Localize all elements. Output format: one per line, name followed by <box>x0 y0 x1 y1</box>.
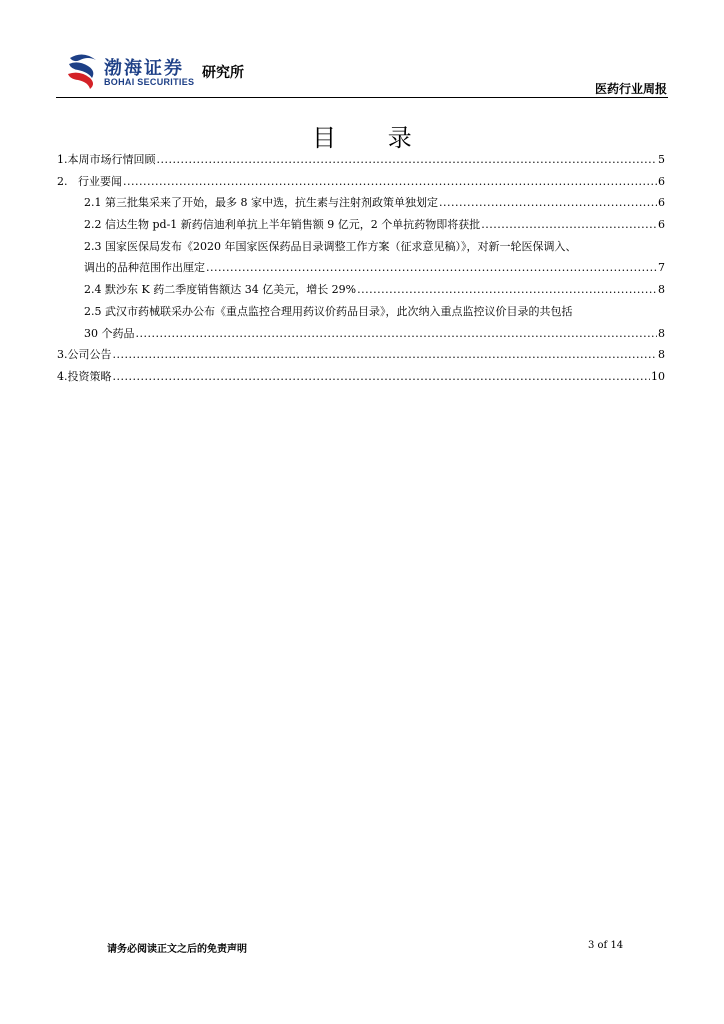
toc-page-number: 8 <box>658 326 665 340</box>
footer-page-indicator: 3 of 14 <box>588 940 624 951</box>
toc-entry[interactable] <box>57 367 665 389</box>
toc-page-number: 8 <box>658 283 665 297</box>
footer-disclaimer: 请务必阅读正文之后的免责声明 <box>107 944 247 955</box>
toc-entry-title: 2.4 默沙东 K 药二季度销售额达 34 亿美元，增长 29% <box>84 283 357 297</box>
toc-title: 目 录 <box>312 124 434 152</box>
toc-entry[interactable] <box>57 280 665 302</box>
bohai-securities-logo-icon <box>66 52 100 90</box>
toc-entry[interactable] <box>57 302 665 345</box>
toc-leader-dots <box>481 215 657 235</box>
toc-page-number: 6 <box>658 218 665 232</box>
toc-leader-dots <box>206 258 657 278</box>
logo-english-name: BOHAI SECURITIES <box>104 77 195 87</box>
toc-entry-title: 3.公司公告 <box>57 348 112 362</box>
header-divider <box>56 97 668 98</box>
toc-entry[interactable] <box>57 345 665 367</box>
toc-entry[interactable] <box>57 215 665 237</box>
toc-leader-dots <box>157 150 658 170</box>
toc-entry[interactable] <box>57 237 665 280</box>
toc-entry-title-line2: 调出的品种范围作出厘定 <box>84 261 205 275</box>
toc-entry-title-line1: 2.3 国家医保局发布《2020 年国家医保药品目录调整工作方案（征求意见稿）》，对新一轮医保调入、 <box>84 239 577 253</box>
toc-leader-dots <box>439 193 657 213</box>
toc-entry-title-line2: 30 个药品 <box>84 326 135 340</box>
toc-page-number: 7 <box>658 261 665 275</box>
toc-leader-dots <box>357 280 657 300</box>
institute-label: 研究所 <box>202 65 244 81</box>
toc-leader-dots <box>113 367 651 387</box>
toc-entry-title: 2.2 信达生物 pd-1 新药信迪利单抗上半年销售额 9 亿元，2 个单抗药物即将获批 <box>84 218 481 232</box>
toc-page-number: 8 <box>658 348 665 362</box>
toc-page-number: 6 <box>658 174 665 188</box>
toc-page-number: 10 <box>651 369 665 383</box>
toc-leader-dots <box>113 345 658 365</box>
toc-entry-title-line1: 2.5 武汉市药械联采办公布《重点监控合理用药议价药品目录》，此次纳入重点监控议价目录的共包括 <box>84 304 573 318</box>
toc-entry[interactable] <box>57 172 665 194</box>
company-logo <box>66 50 256 94</box>
toc-entry-title: 2.1 第三批集采来了开始，最多 8 家中选，抗生素与注射剂政策单独划定 <box>84 196 438 210</box>
toc-leader-dots <box>123 172 657 192</box>
toc-page-number: 6 <box>658 196 665 210</box>
toc-entry-title: 4.投资策略 <box>57 369 112 383</box>
table-of-contents <box>57 150 665 389</box>
toc-entry[interactable] <box>57 150 665 172</box>
report-type: 医药行业周报 <box>594 82 667 96</box>
toc-entry[interactable] <box>57 193 665 215</box>
toc-leader-dots <box>136 324 658 344</box>
toc-entry-title: 1.本周市场行情回顾 <box>57 153 156 166</box>
toc-page-number: 5 <box>658 153 665 166</box>
toc-entry-title: 2. 行业要闻 <box>57 174 122 188</box>
logo-chinese-name: 渤海证券 <box>104 58 184 79</box>
